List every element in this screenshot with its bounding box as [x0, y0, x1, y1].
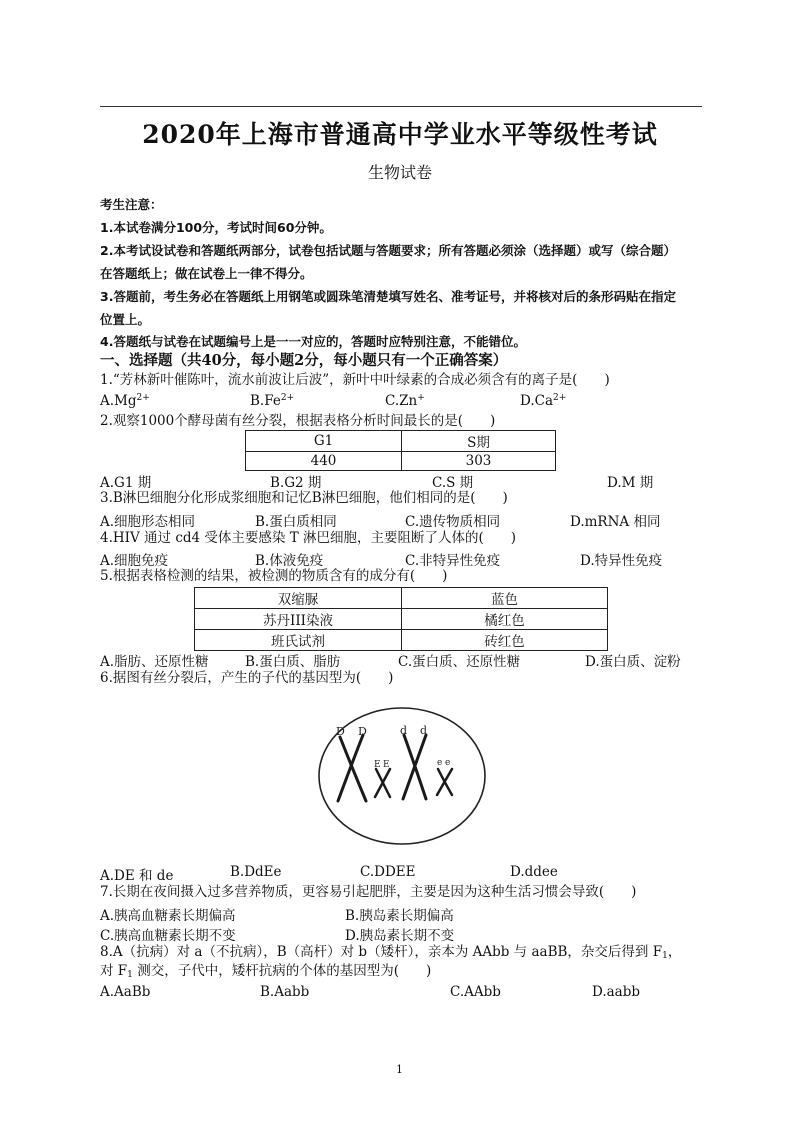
q4-option-b[interactable]: B.体液免疫 — [255, 553, 324, 569]
allele-label-e1: e — [437, 758, 443, 768]
q7-option-c[interactable]: C.胰高血糖素长期不变 — [100, 928, 236, 944]
q2-option-a[interactable]: A.G1 期 — [100, 475, 152, 491]
allele-label-E1: E — [374, 760, 381, 770]
q1-option-c[interactable]: C.Zn+ — [385, 393, 425, 409]
note-line-4: 4.答题纸与试卷在试题编号上是一一对应的，答题时应特别注意，不能错位。 — [100, 334, 526, 349]
q7-stem: 7.长期在夜间摄入过多营养物质，更容易引起肥胖，主要是因为这种生活习惯会导致( ) — [100, 884, 637, 900]
notes-heading: 考生注意： — [100, 197, 163, 212]
q4-stem: 4.HIV 通过 cd4 受体主要感染 T 淋巴细胞，主要阻断了人体的( ) — [100, 530, 517, 546]
page-number: 1 — [396, 1063, 403, 1076]
q8-option-d[interactable]: D.aabb — [592, 984, 641, 1000]
q1-stem: 1.“芳林新叶催陈叶，流水前波让后波”，新叶中叶绿素的合成必须含有的离子是( ) — [100, 372, 610, 388]
chromosome-EE — [375, 769, 390, 797]
chromosome-ee — [437, 769, 452, 795]
q3-option-b[interactable]: B.蛋白质相同 — [255, 514, 337, 530]
q2-option-b[interactable]: B.G2 期 — [270, 475, 322, 491]
allele-label-e2: e — [445, 758, 451, 768]
q3-stem: 3.B淋巴细胞分化形成浆细胞和记忆B淋巴细胞，他们相同的是( ) — [100, 490, 508, 506]
q2-table-value-g1: 440 — [246, 452, 402, 471]
q6-option-c[interactable]: C.DDEE — [360, 864, 416, 880]
q6-option-a[interactable]: A.DE 和 de — [100, 868, 174, 884]
section-heading: 一、选择题（共40分，每小题2分，每小题只有一个正确答案） — [100, 352, 508, 369]
exam-title: 2020年上海市普通高中学业水平等级性考试 — [142, 120, 658, 149]
chromosome-DD — [338, 735, 366, 801]
q1-option-a[interactable]: $A.Mg^{2+}$ — [100, 393, 150, 409]
q5-option-a[interactable]: A.脂肪、还原性糖 — [100, 654, 209, 670]
q8-stem-line-2: 对 $F_1$ 测交，子代中，矮杆抗病的个体的基因型为( ) — [100, 963, 432, 980]
q2-stem: 2.观察1000个酵母菌有丝分裂，根据表格分析时间最长的是( ) — [100, 413, 496, 429]
q2-table — [245, 430, 556, 471]
q4-option-a[interactable]: A.细胞免疫 — [100, 553, 169, 569]
q5-table-color-3: 砖红色 — [402, 630, 608, 651]
note-line-1: 1.本试卷满分100分，考试时间60分钟。 — [100, 220, 332, 235]
note-line-2b: 在答题纸上；做在试卷上一律不得分。 — [100, 266, 313, 281]
q7-option-b[interactable]: B.胰岛素长期偏高 — [345, 908, 454, 924]
q3-option-d[interactable]: D.mRNA 相同 — [570, 514, 661, 530]
q8-option-b[interactable]: B.Aabb — [260, 984, 310, 1000]
allele-label-d1: d — [400, 724, 408, 737]
q5-stem: 5.根据表格检测的结果，被检测的物质含有的成分有( ) — [100, 568, 448, 584]
cell-mitosis-figure — [316, 705, 488, 847]
q8-stem-line-1: 8.A（抗病）对 a（不抗病），B（高杆）对 b（矮杆），亲本为 AAbb 与 aaBB，杂交后得到 $F_1$， — [100, 944, 682, 961]
q4-option-d[interactable]: D.特异性免疫 — [580, 553, 663, 569]
note-line-3: 3.答题前，考生务必在答题纸上用钢笔或圆珠笔清楚填写姓名、准考证号，并将核对后的条形码贴在指定 — [100, 289, 676, 304]
q2-table-header-s: S期 — [402, 431, 556, 452]
note-line-3b: 位置上。 — [100, 312, 151, 327]
q7-option-a[interactable]: A.胰高血糖素长期偏高 — [100, 908, 236, 924]
q5-table-reagent-2: 苏丹III染液 — [195, 609, 402, 630]
q4-option-c[interactable]: C.非特异性免疫 — [405, 553, 501, 569]
q5-table-reagent-1: 双缩脲 — [195, 588, 402, 609]
q5-option-d[interactable]: D.蛋白质、淀粉 — [585, 654, 681, 670]
chromosome-dd — [403, 735, 426, 799]
allele-label-d2: d — [420, 724, 428, 737]
q1-option-d[interactable]: $D.Ca^{2+}$ — [520, 393, 567, 409]
q2-option-c[interactable]: C.S 期 — [432, 475, 474, 491]
q5-table-reagent-3: 班氏试剂 — [195, 630, 402, 651]
exam-subtitle: 生物试卷 — [367, 163, 432, 182]
q6-option-b[interactable]: B.DdEe — [230, 864, 282, 880]
q8-option-a[interactable]: A.AaBb — [100, 984, 151, 1000]
header-rule — [100, 106, 702, 107]
q2-table-value-s: 303 — [402, 452, 556, 471]
q5-table-color-1: 蓝色 — [402, 588, 608, 609]
q5-option-c[interactable]: C.蛋白质、还原性糖 — [398, 654, 521, 670]
q7-option-d[interactable]: D.胰岛素长期不变 — [345, 928, 455, 944]
q1-option-b[interactable]: $B.Fe^{2+}$ — [250, 393, 295, 409]
q8-option-c[interactable]: C.AAbb — [450, 984, 501, 1000]
q3-option-a[interactable]: A.细胞形态相同 — [100, 514, 196, 530]
q2-table-header-g1: G1 — [246, 431, 402, 452]
allele-label-E2: E — [383, 760, 390, 770]
q5-table-color-2: 橘红色 — [402, 609, 608, 630]
q6-option-d[interactable]: D.ddee — [510, 864, 558, 880]
q3-option-c[interactable]: C.遗传物质相同 — [405, 514, 501, 530]
q5-option-b[interactable]: B.蛋白质、脂肪 — [245, 654, 341, 670]
q2-option-d[interactable]: D.M 期 — [607, 475, 654, 491]
allele-label-D2: D — [358, 725, 367, 738]
note-line-2: 2.本考试设试卷和答题纸两部分，试卷包括试题与答题要求；所有答题必须涂（选择题）或写（综合题） — [100, 243, 676, 258]
allele-label-D1: D — [336, 725, 345, 738]
q5-table — [194, 587, 608, 651]
q6-stem: 6.据图有丝分裂后，产生的子代的基因型为( ) — [100, 670, 394, 686]
